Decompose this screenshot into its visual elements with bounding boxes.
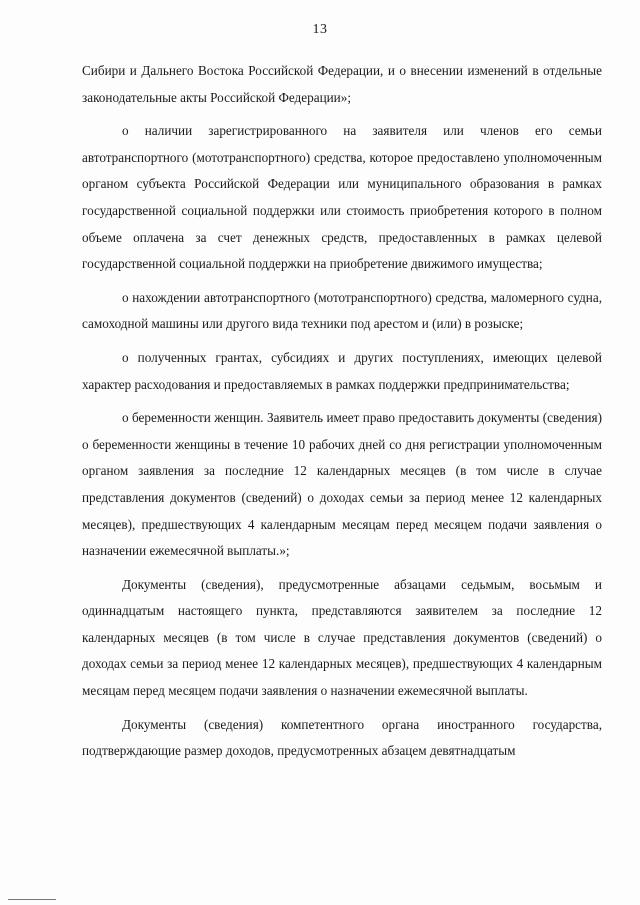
paragraph-grants-subsidies: о полученных грантах, субсидиях и других поступлениях, имеющих целевой характер расходования и предоставляемых в рамках поддержки предпринимательства; (82, 349, 602, 392)
paragraph-vehicle-registration: о наличии зарегистрированного на заявителя или членов его семьи автотранспортного (мототранспортного) средства, которое предоставлено уполномоченным органом субъекта Российской Федерации или муниципального образования в рамках государственной социальной поддержки или стоимость приобретения которого в полном объеме оплачена за счет денежных средств, предоставленных в рамках целевой государственной социальной поддержки на приобретение движимого имущества; (82, 123, 602, 272)
paragraph-documents-period: Документы (сведения), предусмотренные абзацами седьмым, восьмым и одиннадцатым настоящего пункта, представляются заявителем за последние 12 календарных месяцев (в том числе в случае представления документов (сведений) о доходах семьи за период менее 12 календарных месяцев), предшествующих 4 календарным месяцам перед месяцем подачи заявления о назначении ежемесячной выплаты. (82, 576, 602, 699)
paragraph-pregnancy: о беременности женщин. Заявитель имеет право предоставить документы (сведения) о беременности женщины в течение 10 рабочих дней со дня регистрации уполномоченным органом заявления за последние 12 календарных месяцев (в том числе в случае представления документов (сведений) о доходах семьи за период менее 12 календарных месяцев), предшествующих 4 календарным месяцам перед месяцем подачи заявления о назначении ежемесячной выплаты.»; (82, 410, 602, 559)
page-number: 13 (312, 22, 328, 37)
document-body (82, 58, 602, 772)
footer-rule (8, 899, 56, 900)
paragraph-foreign-documents: Документы (сведения) компетентного органа иностранного государства, подтверждающие размер доходов, предусмотренных абзацем девятнадцатым (82, 716, 602, 759)
paragraph-vehicle-arrest: о нахождении автотранспортного (мототранспортного) средства, маломерного судна, самоходной машины или другого вида техники под арестом и (или) в розыске; (82, 289, 602, 332)
paragraph-continuation: Сибири и Дальнего Востока Российской Федерации, и о внесении изменений в отдельные законодательные акты Российской Федерации»; (82, 63, 602, 105)
